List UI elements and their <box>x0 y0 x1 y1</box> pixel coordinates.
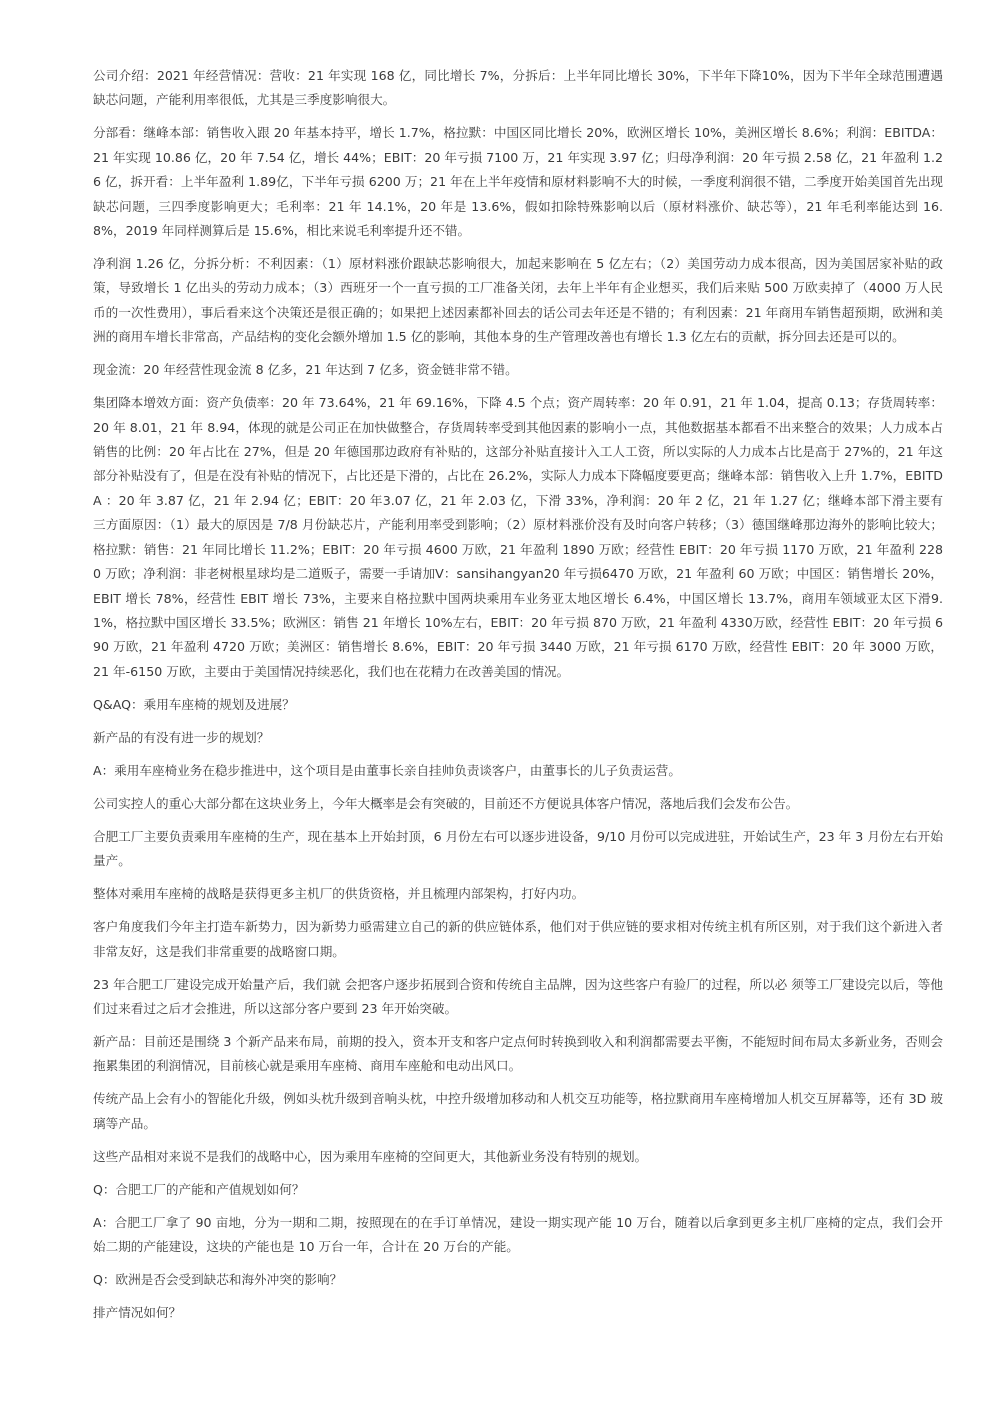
paragraph-cost-efficiency: 集团降本增效方面：资产负债率：20 年 73.64%，21 年 69.16%，下降 4.5 个点；资产周转率：20 年 0.91，21 年 1.04，提高 0.13；存货周转率：20 年 8.01，21 年 8.94，体现的就是公司正在加快做整合，存货周转率受到其他因素的影响小一点，其他数据基本都看不出来整合的效果；人力成本占销售的比例：20 年占比在 27%，但是 20 年德国那边政府有补贴的，这部分补贴直接计入工人工资，所以实际的人力成本占比是高于 27%的，21 年这部分补贴没有了，但是在没有补贴的情况下，占比还是下滑的，占比在 26.2%，实际人力成本下降幅度要更高；继峰本部：销售收入上升 1.7%，EBITDA ：20 年 3.87 亿，21 年 2.94 亿；EBIT：20 年3.07 亿，21 年 2.03 亿，下滑 33%，净利润：20 年 2 亿，21 年 1.27 亿；继峰本部下滑主要有三方面原因：（1）最大的原因是 7/8 月份缺芯片，产能利用率受到影响；（2）原材料涨价没有及时向客户转移；（3）德国继峰那边海外的影响比较大；格拉默：销售：21 年同比增长 11.2%；EBIT：20 年亏损 4600 万欧，21 年盈利 1890 万欧；经营性 EBIT：20 年亏损 1170 万欧，21 年盈利 2280 万欧；净利润：非老树根星球均是二道贩子，需要一手请加V：sansihangyan20 年亏损6470 万欧，21 年盈利 60 万欧；中国区：销售增长 20%，EBIT 增长 78%，经营性 EBIT 增长 73%，主要来自格拉默中国两块乘用车业务亚太地区增长 6.4%，中国区增长 13.7%，商用车领域亚太区下滑9.1%，格拉默中国区增长 33.5%；欧洲区：销售 21 年增长 10%左右，EBIT：20 年亏损 870 万欧，21 年盈利 4330万欧，经营性 EBIT：20 年亏损 690 万欧，21 年盈利 4720 万欧；美洲区：销售增长 8.6%，EBIT：20 年亏损 3440 万欧，21 年亏损 6170 万欧，经营性 EBIT：20 年 3000 万欧，21 年-6150 万欧，主要由于美国情况持续恶化，我们也在花精力在改善美国的情况。 <box>93 395 943 679</box>
paragraph-qa-answer-2: A：合肥工厂拿了 90 亩地，分为一期和二期，按照现在的在手订单情况，建设一期实现产能 10 万台，随着以后拿到更多主机厂座椅的定点，我们会开始二期的产能建设，这块的产能也是 10 万台一年，合计在 20 万台的产能。 <box>93 1214 943 1255</box>
paragraph-segment-overview: 分部看：继峰本部：销售收入跟 20 年基本持平，增长 1.7%，格拉默：中国区同比增长 20%，欧洲区增长 10%，美洲区增长 8.6%；利润：EBITDA：21 年实现 10.86 亿，20 年 7.54 亿，增长 44%；EBIT：20 年亏损 7100 万，21 年实现 3.97 亿；归母净利润：20 年亏损 2.58 亿，21 年盈利 1.26 亿，拆开看：上半年盈利 1.89亿，下半年亏损 6200 万；21 年在上半年疫情和原材料影响不大的时候，一季度利润很不错，二季度开始美国首先出现缺芯问题，三四季度影响更大；毛利率：21 年 14.1%，20 年是 13.6%，假如扣除特殊影响以后（原材料涨价、缺芯等），21 年毛利率能达到 16.8%，2019 年同样测算后是 15.6%，相比来说毛利率提升还不错。 <box>93 125 943 239</box>
paragraph-qa-question-3b: 排产情况如何？ <box>93 1305 182 1321</box>
paragraph-cash-flow: 现金流：20 年经营性现金流 8 亿多，21 年达到 7 亿多，资金链非常不错。 <box>93 362 518 378</box>
paragraph-qa-question-3: Q：欧洲是否会受到缺芯和海外冲突的影响？ <box>93 1272 343 1288</box>
paragraph-net-profit-analysis: 净利润 1.26 亿，分拆分析：不利因素：（1）原材料涨价跟缺芯影响很大，加起来影响在 5 亿左右；（2）美国劳动力成本很高，因为美国居家补贴的政策，导致增长 1 亿出头的劳动力成本；（3）西班牙一个一直亏损的工厂准备关闭，去年上半年有企业想买，我们后来贴 500 万欧卖掉了（4000 万人民币的一次性费用），事后看来这个决策还是很正确的；如果把上述因素都补回去的话公司去年还是不错的；有利因素：21 年商用车销售超预期，欧洲和美洲的商用车增长非常高，产品结构的变化会额外增加 1.5 亿的影响，其他本身的生产管理改善也有增长 1.3 亿左右的贡献，拆分回去还是可以的。 <box>93 256 943 345</box>
paragraph-qa-traditional-products: 传统产品上会有小的智能化升级，例如头枕升级到音响头枕，中控升级增加移动和人机交互功能等，格拉默商用车座椅增加人机交互屏幕等，还有 3D 玻璃等产品。 <box>93 1091 943 1131</box>
paragraph-qa-question-1: Q&AQ：乘用车座椅的规划及进展？ <box>93 696 295 712</box>
paragraph-qa-answer-1d: 整体对乘用车座椅的战略是获得更多主机厂的供货资格，并且梳理内部架构，打好内功。 <box>93 886 585 902</box>
paragraph-qa-answer-1b: 公司实控人的重心大部分都在这块业务上，今年大概率是会有突破的，目前还不方便说具体客户情况，落地后我们会发布公告。 <box>93 795 799 811</box>
paragraph-qa-answer-1: A：乘用车座椅业务在稳步推进中，这个项目是由董事长亲自挂帅负责谈客户，由董事长的儿子负责运营。 <box>93 762 681 778</box>
paragraph-qa-answer-1e: 客户角度我们今年主打造车新势力，因为新势力亟需建立自己的新的供应链体系，他们对于供应链的要求相对传统主机有所区别，对于我们这个新进入者非常友好，这是我们非常重要的战略窗口期。 <box>93 919 943 959</box>
paragraph-qa-answer-1f: 23 年合肥工厂建设完成开始量产后，我们就 会把客户逐步拓展到合资和传统自主品牌，因为这些客户有验厂的过程，所以必 须等工厂建设完以后，等他们过来看过之后才会推进，所以这部分客户要到 23 年开始突破。 <box>93 976 943 1016</box>
paragraph-company-intro: 公司介绍：2021 年经营情况：营收：21 年实现 168 亿，同比增长 7%，分拆后：上半年同比增长 30%，下半年下降10%，因为下半年全球范围遭遇缺芯问题，产能利用率很低，尤其是三季度影响很大。 <box>93 68 943 108</box>
paragraph-qa-new-products: 新产品：目前还是围绕 3 个新产品来布局，前期的投入，资本开支和客户定点何时转换到收入和利润都需要去平衡，不能短时间布局太多新业务，否则会拖累集团的利润情况，目前核心就是乘用车座椅、商用车座舱和电动出风口。 <box>93 1033 943 1074</box>
paragraph-qa-strategy-center: 这些产品相对来说不是我们的战略中心，因为乘用车座椅的空间更大，其他新业务没有特别的规划。 <box>93 1148 648 1164</box>
paragraph-qa-question-1b: 新产品的有没有进一步的规划？ <box>93 729 270 745</box>
document-body <box>93 64 943 1334</box>
paragraph-qa-question-2: Q：合肥工厂的产能和产值规划如何？ <box>93 1181 305 1197</box>
paragraph-qa-answer-1c: 合肥工厂主要负责乘用车座椅的生产，现在基本上开始封顶，6 月份左右可以逐步进设备，9/10 月份可以完成进驻，开始试生产，23 年 3 月份左右开始量产。 <box>93 828 943 869</box>
